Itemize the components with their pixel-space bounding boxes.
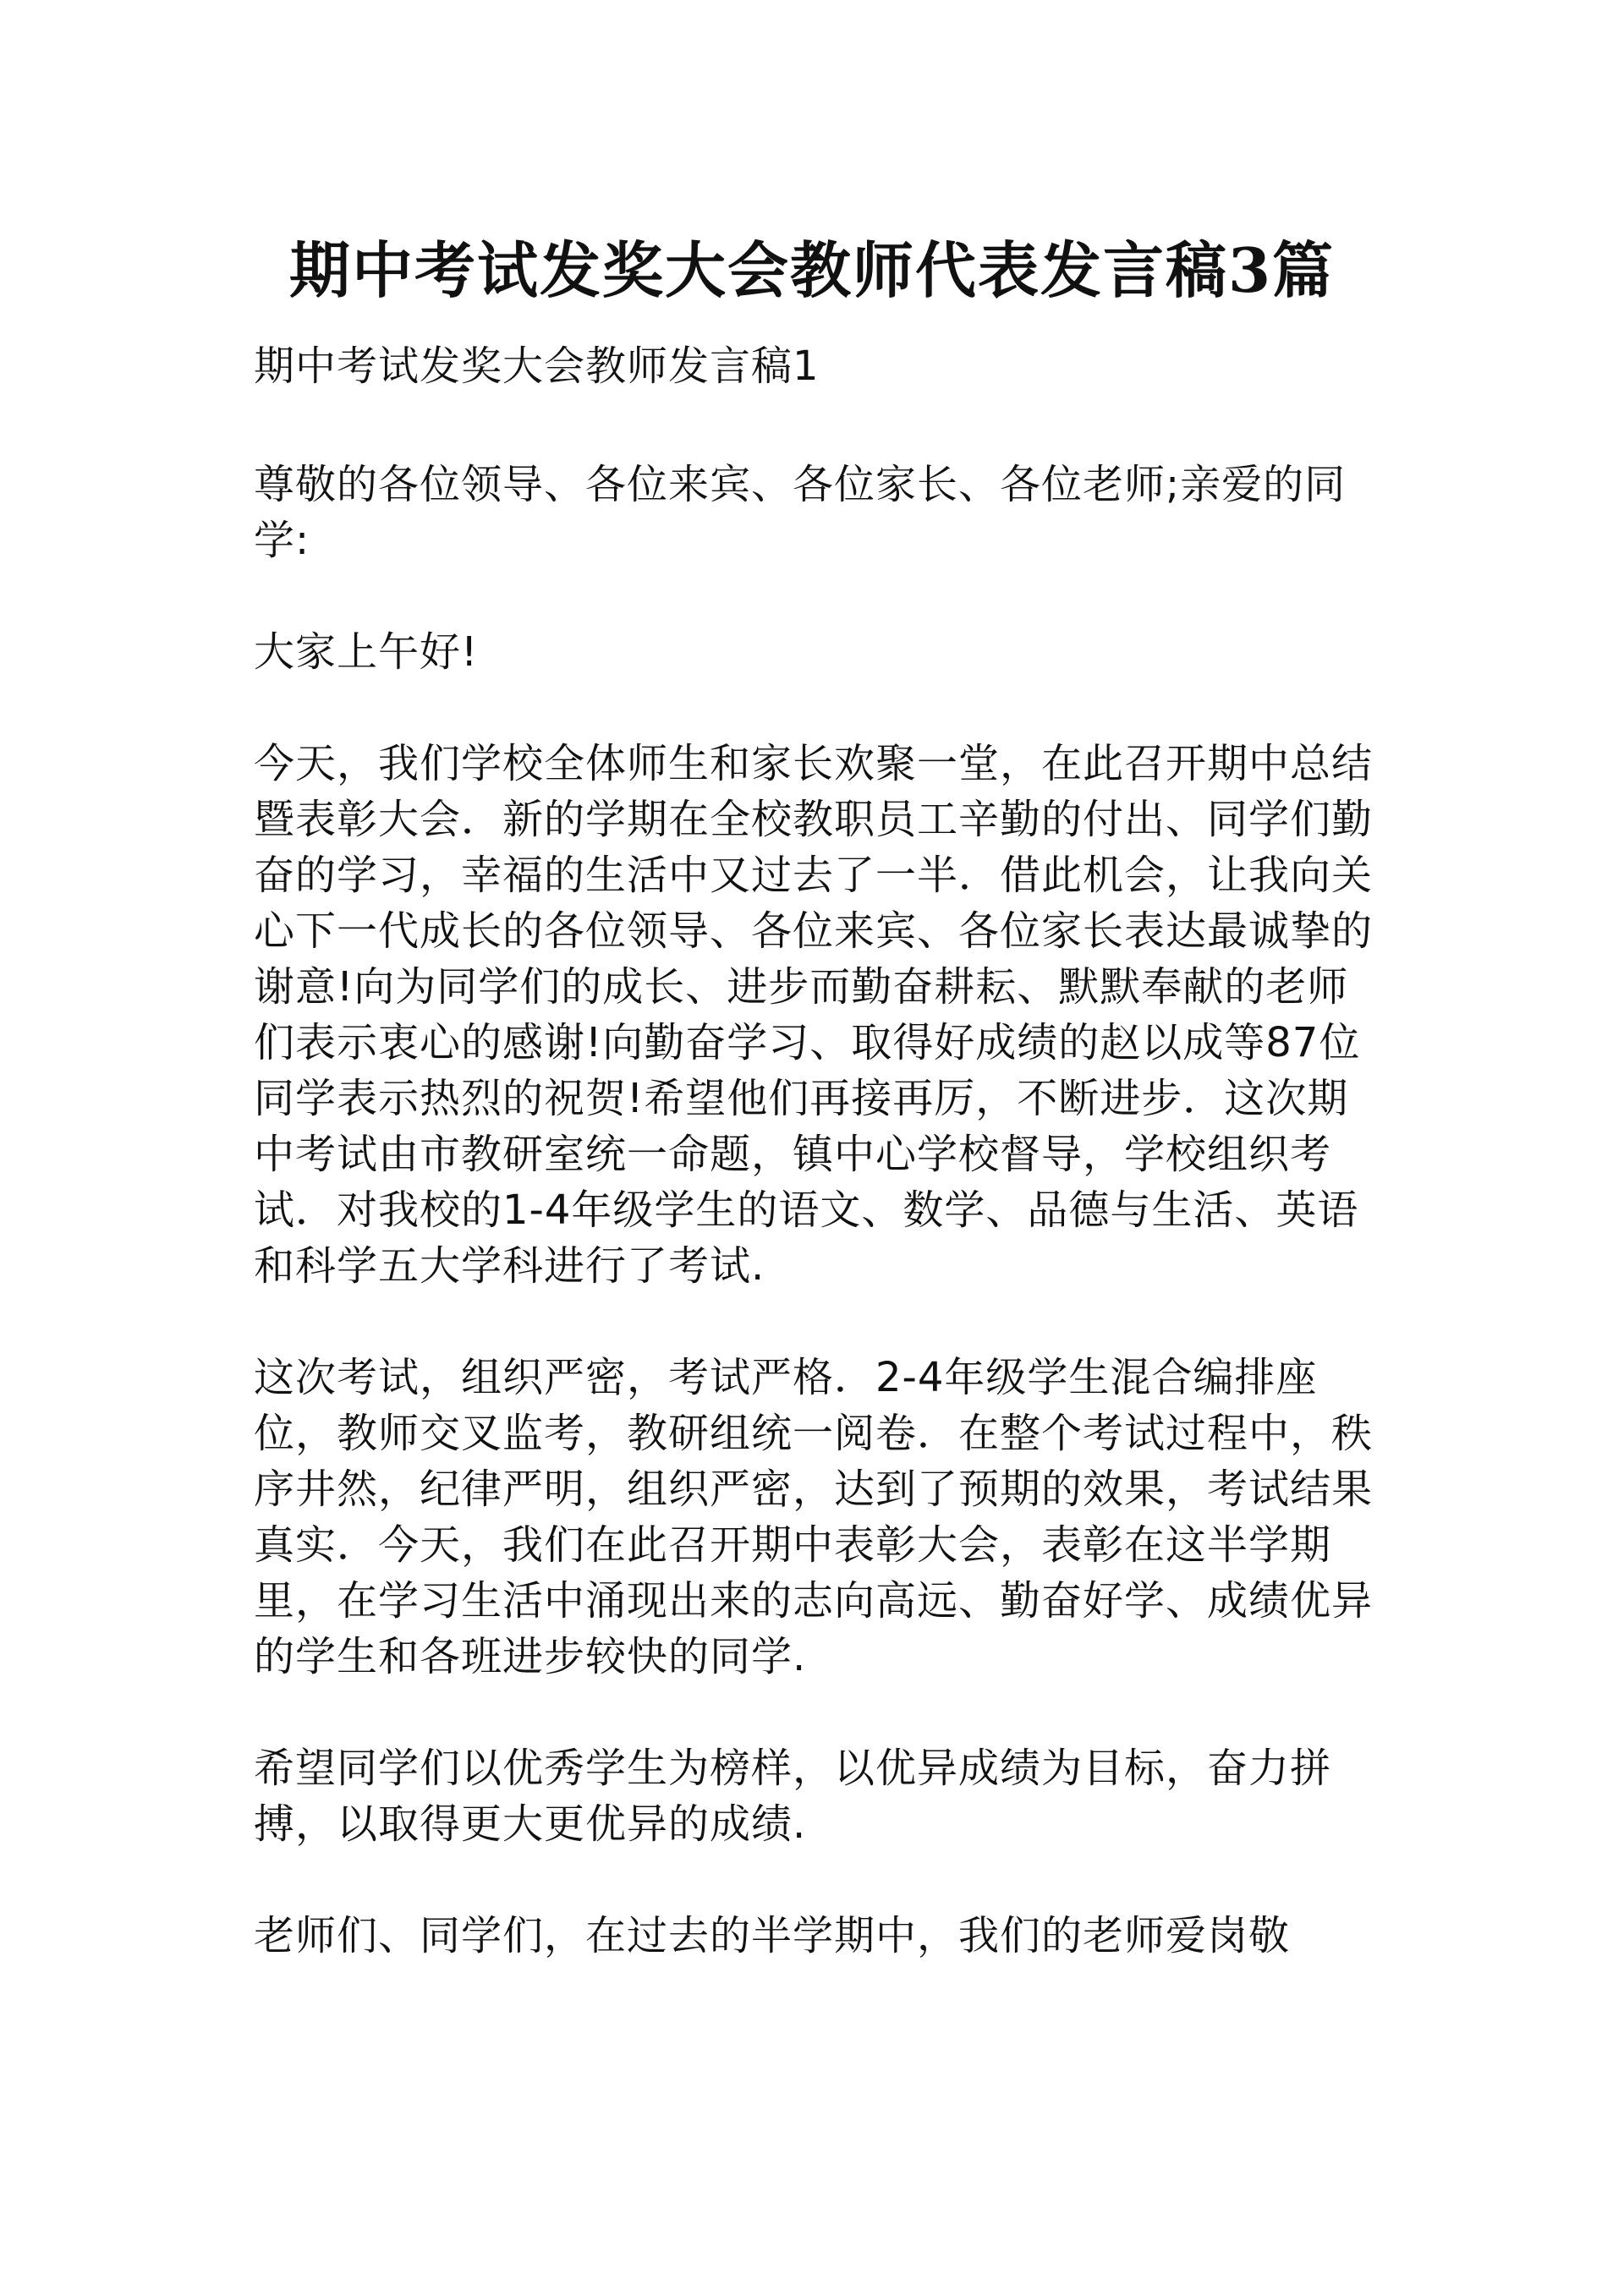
section-heading: 期中考试发奖大会教师发言稿1 <box>254 342 820 390</box>
body-paragraph: 这次考试，组织严密，考试严格．2-4年级学生混合编排座位，教师交叉监考，教研组统一阅卷．在整个考试过程中，秩序井然，纪律严明，组织严密，达到了预期的效果，考试结果真实．今天，我们在此召开期中表彰大会，表彰在这半学期里，在学习生活中涌现出来的志向高远、勤奋好学、成绩优异的学生和各班进步较快的同学. <box>254 1354 1374 1680</box>
salutation-paragraph: 尊敬的各位领导、各位来宾、各位家长、各位老师;亲爱的同学: <box>254 461 1347 564</box>
document-title: 期中考试发奖大会教师代表发言稿3篇 <box>288 234 1336 306</box>
greeting-paragraph: 大家上午好! <box>254 628 479 676</box>
body-paragraph: 希望同学们以优秀学生为榜样，以优异成绩为目标，奋力拼搏，以取得更大更优异的成绩. <box>254 1745 1332 1848</box>
body-paragraph: 今天，我们学校全体师生和家长欢聚一堂，在此召开期中总结暨表彰大会．新的学期在全校教职员工辛勤的付出、同学们勤奋的学习，幸福的生活中又过去了一半．借此机会，让我向关心下一代成长的各位领导、各位来宾、各位家长表达最诚挚的谢意!向为同学们的成长、进步而勤奋耕耘、默默奉献的老师们表示衷心的感谢!向勤奋学习、取得好成绩的赵以成等87位同学表示热烈的祝贺!希望他们再接再厉，不断进步．这次期中考试由市教研室统一命题，镇中心学校督导，学校组织考试．对我校的1-4年级学生的语文、数学、品德与生活、英语和科学五大学科进行了考试. <box>254 740 1374 1290</box>
body-paragraph: 老师们、同学们，在过去的半学期中，我们的老师爱岗敬 <box>254 1912 1291 1959</box>
document-body <box>254 338 1387 2019</box>
